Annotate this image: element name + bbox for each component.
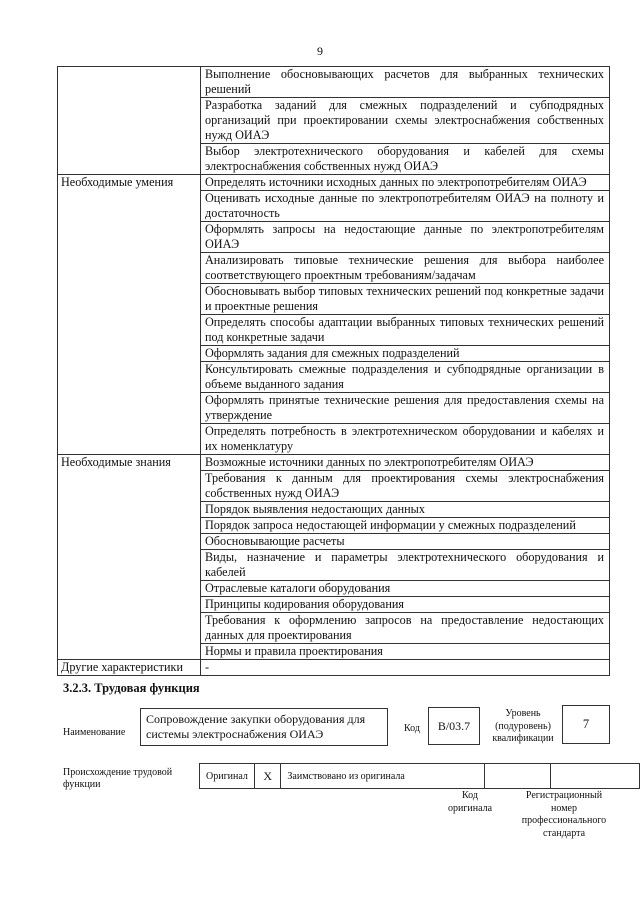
competency-table xyxy=(57,66,610,676)
row-content: Принципы кодирования оборудования xyxy=(201,597,610,613)
reg-label-line-4: стандарта xyxy=(542,827,586,839)
row-content: Оформлять запросы на недостающие данные по электропотребителям ОИАЭ xyxy=(201,222,610,253)
reg-label-line-1: Регистрационный xyxy=(525,790,603,801)
row-content: Нормы и правила проектирования xyxy=(201,644,610,660)
row-content: Возможные источники данных по электропотребителям ОИАЭ xyxy=(201,455,610,471)
registration-number-label xyxy=(514,790,614,840)
table-row xyxy=(58,175,610,191)
function-name-box: Сопровождение закупки оборудования для системы электроснабжения ОИАЭ xyxy=(140,708,388,746)
row-content: Определять источники исходных данных по электропотребителям ОИАЭ xyxy=(201,175,610,191)
registration-number-cell xyxy=(550,764,639,789)
row-content: Анализировать типовые технические решения для выбора наиболее соответствующего проектным требованиям/задачам xyxy=(201,253,610,284)
table-row xyxy=(58,660,610,676)
row-content: Консультировать смежные подразделения и субподрядные организации в объеме выданного задания xyxy=(201,362,610,393)
level-label-line-3: квалификации xyxy=(492,733,554,744)
section-heading: 3.2.3. Трудовая функция xyxy=(63,681,200,695)
row-label xyxy=(58,67,201,175)
row-content: - xyxy=(201,660,610,676)
row-content: Обосновывающие расчеты xyxy=(201,534,610,550)
row-content: Порядок запроса недостающей информации у смежных подразделений xyxy=(201,518,610,534)
origin-table xyxy=(199,763,640,789)
row-content: Отраслевые каталоги оборудования xyxy=(201,581,610,597)
borrowed-label: Заимствовано из оригинала xyxy=(281,764,485,789)
name-label: Наименование xyxy=(63,727,126,738)
row-content: Порядок выявления недостающих данных xyxy=(201,502,610,518)
row-content: Оформлять задания для смежных подразделений xyxy=(201,346,610,362)
origin-label: Происхождение трудовой функции xyxy=(63,767,173,790)
row-content: Требования к оформлению запросов на предоставление недостающих данных для проектирования xyxy=(201,613,610,644)
row-content: Оценивать исходные данные по электропотребителям ОИАЭ на полноту и достаточность xyxy=(201,191,610,222)
page-number: 9 xyxy=(317,44,323,58)
reg-label-line-2: номер xyxy=(551,802,577,814)
row-content: Оформлять принятые технические решения для предоставления схемы на утверждение xyxy=(201,393,610,424)
level-label xyxy=(486,708,560,746)
original-code-cell xyxy=(485,764,551,789)
row-content: Обосновывать выбор типовых технических решений под конкретные задачи и проектные решения xyxy=(201,284,610,315)
table-row xyxy=(58,455,610,471)
table-row xyxy=(58,67,610,98)
code-original-label xyxy=(437,790,503,815)
code-label: Код xyxy=(404,723,420,734)
row-content: Требования к данным для проектирования схемы электроснабжения собственных нужд ОИАЭ xyxy=(201,471,610,502)
qualification-level-box: 7 xyxy=(562,705,610,744)
row-content: Определять потребность в электротехническом оборудовании и кабелях и их номенклатуру xyxy=(201,424,610,455)
level-label-line-1: Уровень xyxy=(505,708,541,719)
level-label-line-2: (подуровень) xyxy=(495,720,551,732)
row-label: Необходимые знания xyxy=(58,455,201,660)
row-content: Выбор электротехнического оборудования и кабелей для схемы электроснабжения собственных нужд ОИАЭ xyxy=(201,144,610,175)
row-content: Разработка заданий для смежных подразделений и субподрядных организаций при проектировании схемы электроснабжения собственных нужд ОИАЭ xyxy=(201,98,610,144)
function-code-box: B/03.7 xyxy=(428,707,480,745)
row-content: Определять способы адаптации выбранных типовых технических решений под конкретные задачи xyxy=(201,315,610,346)
original-label: Оригинал xyxy=(200,764,255,789)
original-mark: X xyxy=(254,764,281,789)
code-original-line-2: оригинала xyxy=(447,802,493,814)
row-content: Виды, назначение и параметры электротехнического оборудования и кабелей xyxy=(201,550,610,581)
reg-label-line-3: профессионального xyxy=(521,815,607,826)
row-label: Необходимые умения xyxy=(58,175,201,455)
code-original-line-1: Код xyxy=(462,790,478,801)
row-label: Другие характеристики xyxy=(58,660,201,676)
row-content: Выполнение обосновывающих расчетов для выбранных технических решений xyxy=(201,67,610,98)
